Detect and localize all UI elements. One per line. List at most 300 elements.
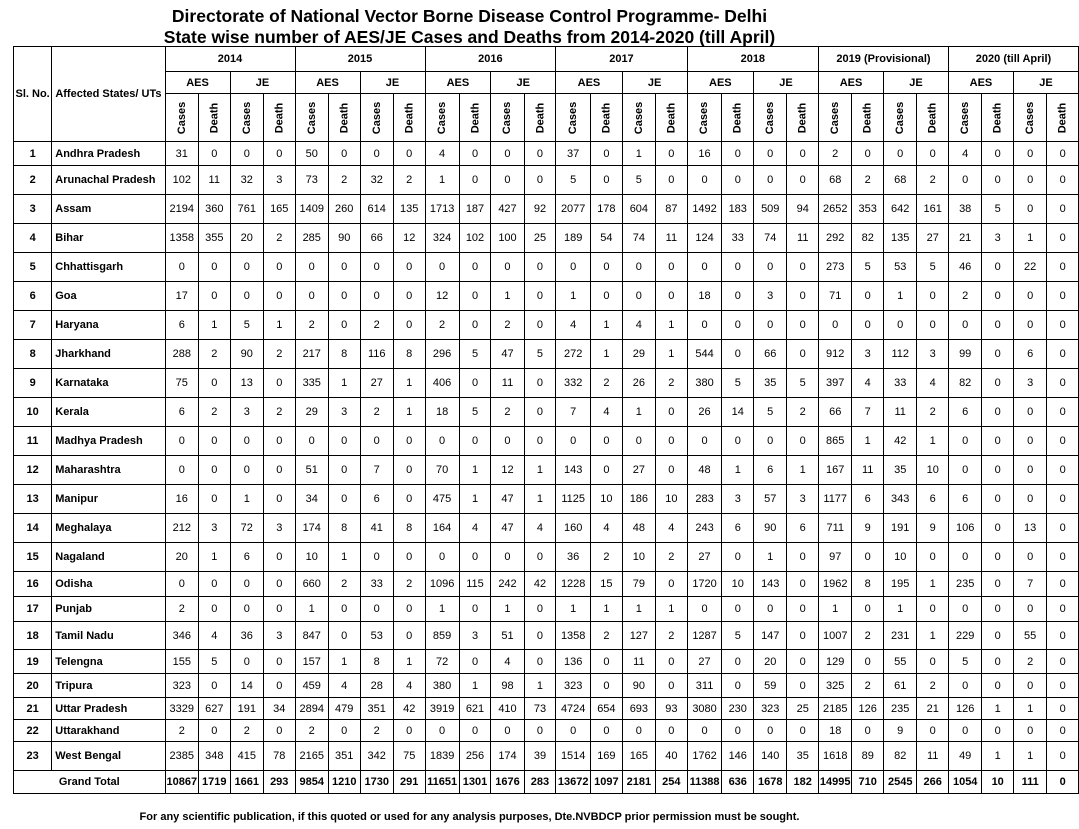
value-cell: 0 <box>1047 142 1079 166</box>
death-header <box>722 94 754 142</box>
value-cell: 2185 <box>819 698 852 720</box>
sl-no-cell: 22 <box>14 720 52 742</box>
sl-no-cell: 20 <box>14 674 52 698</box>
value-cell: 2 <box>263 398 295 427</box>
value-cell: 75 <box>165 369 198 398</box>
value-cell: 323 <box>165 674 198 698</box>
value-cell: 0 <box>1047 622 1079 650</box>
value-cell: 475 <box>425 485 459 514</box>
value-cell: 8 <box>328 340 360 369</box>
value-cell: 42 <box>524 572 556 597</box>
value-cell: 1 <box>491 597 524 622</box>
value-cell: 28 <box>360 674 393 698</box>
death-header-text: Death <box>1056 102 1069 133</box>
value-cell: 11 <box>656 224 688 253</box>
value-cell: 229 <box>948 622 981 650</box>
value-cell: 397 <box>819 369 852 398</box>
value-cell: 0 <box>852 142 884 166</box>
value-cell: 0 <box>1047 311 1079 340</box>
value-cell: 0 <box>393 311 425 340</box>
table-row <box>14 543 1079 572</box>
value-cell: 2 <box>198 398 230 427</box>
value-cell: 146 <box>722 742 754 771</box>
value-cell: 1 <box>622 398 655 427</box>
value-cell: 48 <box>622 514 655 543</box>
value-cell: 0 <box>1047 698 1079 720</box>
value-cell: 126 <box>948 698 981 720</box>
value-cell: 406 <box>425 369 459 398</box>
value-cell: 3 <box>459 622 491 650</box>
value-cell: 140 <box>754 742 787 771</box>
death-header-text: Death <box>208 102 221 133</box>
value-cell: 0 <box>425 427 459 456</box>
value-cell: 41 <box>360 514 393 543</box>
value-cell: 0 <box>591 650 623 674</box>
value-cell: 2652 <box>819 195 852 224</box>
cases-header-text: Cases <box>240 101 253 134</box>
value-cell: 5 <box>948 650 981 674</box>
value-cell: 4 <box>591 514 623 543</box>
value-cell: 72 <box>230 514 263 543</box>
value-cell: 1 <box>819 597 852 622</box>
total-value-cell: 1719 <box>198 771 230 794</box>
value-cell: 42 <box>884 427 917 456</box>
value-cell: 4 <box>524 514 556 543</box>
value-cell: 3919 <box>425 698 459 720</box>
value-cell: 693 <box>622 698 655 720</box>
value-cell: 5 <box>754 398 787 427</box>
value-cell: 7 <box>556 398 591 427</box>
sl-no-cell: 9 <box>14 369 52 398</box>
value-cell: 0 <box>787 720 819 742</box>
value-cell: 4 <box>198 622 230 650</box>
year-header: 2020 (till April) <box>948 47 1078 72</box>
value-cell: 195 <box>884 572 917 597</box>
value-cell: 161 <box>917 195 949 224</box>
value-cell: 0 <box>1013 485 1046 514</box>
value-cell: 50 <box>295 142 328 166</box>
value-cell: 0 <box>948 166 981 195</box>
value-cell: 0 <box>852 650 884 674</box>
value-cell: 0 <box>884 311 917 340</box>
death-header <box>787 94 819 142</box>
value-cell: 27 <box>622 456 655 485</box>
total-value-cell: 1301 <box>459 771 491 794</box>
value-cell: 292 <box>819 224 852 253</box>
table-row <box>14 282 1079 311</box>
death-header <box>263 94 295 142</box>
value-cell: 2 <box>787 398 819 427</box>
state-name-cell: Manipur <box>52 485 165 514</box>
value-cell: 1 <box>754 543 787 572</box>
value-cell: 68 <box>819 166 852 195</box>
value-cell: 66 <box>360 224 393 253</box>
value-cell: 0 <box>1047 514 1079 543</box>
death-header-text: Death <box>273 102 286 133</box>
value-cell: 2 <box>917 166 949 195</box>
value-cell: 0 <box>328 282 360 311</box>
value-cell: 127 <box>622 622 655 650</box>
value-cell: 3 <box>982 224 1014 253</box>
value-cell: 1 <box>393 650 425 674</box>
value-cell: 0 <box>1047 720 1079 742</box>
value-cell: 288 <box>165 340 198 369</box>
cases-header-text: Cases <box>567 101 580 134</box>
value-cell: 0 <box>263 456 295 485</box>
value-cell: 0 <box>295 253 328 282</box>
value-cell: 1 <box>328 543 360 572</box>
value-cell: 0 <box>263 597 295 622</box>
value-cell: 1713 <box>425 195 459 224</box>
table-row <box>14 514 1079 543</box>
sl-no-cell: 8 <box>14 340 52 369</box>
value-cell: 604 <box>622 195 655 224</box>
table-row <box>14 398 1079 427</box>
value-cell: 0 <box>491 166 524 195</box>
value-cell: 660 <box>295 572 328 597</box>
value-cell: 31 <box>165 142 198 166</box>
sl-no-cell: 11 <box>14 427 52 456</box>
table-row <box>14 742 1079 771</box>
value-cell: 0 <box>917 543 949 572</box>
value-cell: 0 <box>787 543 819 572</box>
value-cell: 0 <box>524 166 556 195</box>
value-cell: 27 <box>687 650 722 674</box>
value-cell: 6 <box>722 514 754 543</box>
total-value-cell: 1678 <box>754 771 787 794</box>
value-cell: 0 <box>459 282 491 311</box>
value-cell: 0 <box>393 622 425 650</box>
value-cell: 0 <box>524 427 556 456</box>
value-cell: 2 <box>852 166 884 195</box>
value-cell: 13 <box>1013 514 1046 543</box>
value-cell: 1 <box>425 166 459 195</box>
value-cell: 1 <box>556 597 591 622</box>
value-cell: 36 <box>230 622 263 650</box>
value-cell: 46 <box>948 253 981 282</box>
value-cell: 5 <box>982 195 1014 224</box>
value-cell: 66 <box>819 398 852 427</box>
title-line-2: State wise number of AES/JE Cases and Deaths from 2014-2020 (till April) <box>163 27 776 47</box>
value-cell: 0 <box>656 650 688 674</box>
value-cell: 0 <box>328 622 360 650</box>
value-cell: 39 <box>524 742 556 771</box>
death-header-text: Death <box>403 102 416 133</box>
value-cell: 40 <box>656 742 688 771</box>
death-header <box>591 94 623 142</box>
value-cell: 311 <box>687 674 722 698</box>
death-header <box>1047 94 1079 142</box>
table-row <box>14 572 1079 597</box>
cases-header-text: Cases <box>894 101 907 134</box>
sl-no-cell: 14 <box>14 514 52 543</box>
value-cell: 0 <box>982 514 1014 543</box>
value-cell: 0 <box>491 543 524 572</box>
value-cell: 2 <box>165 597 198 622</box>
value-cell: 0 <box>263 674 295 698</box>
value-cell: 0 <box>1047 572 1079 597</box>
value-cell: 1358 <box>165 224 198 253</box>
value-cell: 0 <box>328 597 360 622</box>
value-cell: 98 <box>491 674 524 698</box>
value-cell: 6 <box>360 485 393 514</box>
value-cell: 0 <box>1047 224 1079 253</box>
value-cell: 1 <box>459 456 491 485</box>
value-cell: 155 <box>165 650 198 674</box>
cases-header-text: Cases <box>501 101 514 134</box>
value-cell: 3 <box>917 340 949 369</box>
cases-header <box>754 94 787 142</box>
value-cell: 0 <box>687 166 722 195</box>
je-header: JE <box>360 72 425 94</box>
value-cell: 143 <box>556 456 591 485</box>
value-cell: 124 <box>687 224 722 253</box>
value-cell: 2 <box>263 224 295 253</box>
value-cell: 10 <box>591 485 623 514</box>
value-cell: 285 <box>295 224 328 253</box>
value-cell: 0 <box>982 282 1014 311</box>
value-cell: 324 <box>425 224 459 253</box>
total-value-cell: 293 <box>263 771 295 794</box>
value-cell: 5 <box>917 253 949 282</box>
value-cell: 479 <box>328 698 360 720</box>
value-cell: 3 <box>787 485 819 514</box>
value-cell: 0 <box>787 142 819 166</box>
grand-total-row <box>14 771 1079 794</box>
value-cell: 0 <box>263 369 295 398</box>
value-cell: 47 <box>491 340 524 369</box>
value-cell: 0 <box>591 282 623 311</box>
value-cell: 0 <box>656 142 688 166</box>
cases-header <box>687 94 722 142</box>
value-cell: 0 <box>263 650 295 674</box>
value-cell: 0 <box>948 720 981 742</box>
year-header: 2017 <box>556 47 687 72</box>
value-cell: 89 <box>852 742 884 771</box>
value-cell: 0 <box>328 720 360 742</box>
state-name-cell: Jharkhand <box>52 340 165 369</box>
value-cell: 167 <box>819 456 852 485</box>
value-cell: 7 <box>1013 572 1046 597</box>
value-cell: 912 <box>819 340 852 369</box>
value-cell: 0 <box>393 720 425 742</box>
value-cell: 2 <box>591 622 623 650</box>
value-cell: 0 <box>722 597 754 622</box>
total-value-cell: 283 <box>524 771 556 794</box>
value-cell: 360 <box>198 195 230 224</box>
value-cell: 1 <box>622 597 655 622</box>
value-cell: 1 <box>263 311 295 340</box>
value-cell: 0 <box>982 597 1014 622</box>
value-cell: 74 <box>754 224 787 253</box>
value-cell: 92 <box>524 195 556 224</box>
value-cell: 22 <box>1013 253 1046 282</box>
value-cell: 55 <box>884 650 917 674</box>
value-cell: 1 <box>230 485 263 514</box>
value-cell: 3 <box>263 166 295 195</box>
state-name-cell: Bihar <box>52 224 165 253</box>
value-cell: 4 <box>556 311 591 340</box>
value-cell: 2 <box>491 311 524 340</box>
value-cell: 143 <box>754 572 787 597</box>
value-cell: 0 <box>656 720 688 742</box>
value-cell: 0 <box>948 597 981 622</box>
value-cell: 0 <box>1013 720 1046 742</box>
value-cell: 0 <box>328 253 360 282</box>
value-cell: 0 <box>524 720 556 742</box>
value-cell: 2 <box>393 572 425 597</box>
value-cell: 129 <box>819 650 852 674</box>
value-cell: 8 <box>393 514 425 543</box>
value-cell: 116 <box>360 340 393 369</box>
value-cell: 27 <box>687 543 722 572</box>
cases-header <box>360 94 393 142</box>
total-value-cell: 1097 <box>591 771 623 794</box>
value-cell: 0 <box>687 427 722 456</box>
value-cell: 0 <box>656 572 688 597</box>
value-cell: 0 <box>165 456 198 485</box>
value-cell: 35 <box>884 456 917 485</box>
value-cell: 4 <box>459 514 491 543</box>
value-cell: 4 <box>591 398 623 427</box>
value-cell: 0 <box>1047 282 1079 311</box>
value-cell: 94 <box>787 195 819 224</box>
value-cell: 847 <box>295 622 328 650</box>
value-cell: 0 <box>787 622 819 650</box>
total-value-cell: 1730 <box>360 771 393 794</box>
value-cell: 0 <box>198 720 230 742</box>
value-cell: 0 <box>393 282 425 311</box>
table-row <box>14 166 1079 195</box>
value-cell: 126 <box>852 698 884 720</box>
value-cell: 33 <box>360 572 393 597</box>
value-cell: 18 <box>425 398 459 427</box>
value-cell: 0 <box>982 456 1014 485</box>
value-cell: 1 <box>328 369 360 398</box>
value-cell: 0 <box>295 427 328 456</box>
value-cell: 55 <box>1013 622 1046 650</box>
value-cell: 380 <box>425 674 459 698</box>
value-cell: 4 <box>491 650 524 674</box>
value-cell: 0 <box>852 597 884 622</box>
value-cell: 0 <box>524 622 556 650</box>
value-cell: 2 <box>656 543 688 572</box>
state-header: Affected States/ UTs <box>52 47 165 142</box>
value-cell: 0 <box>328 485 360 514</box>
value-cell: 325 <box>819 674 852 698</box>
value-cell: 0 <box>722 674 754 698</box>
table-row <box>14 597 1079 622</box>
value-cell: 0 <box>165 572 198 597</box>
value-cell: 0 <box>459 543 491 572</box>
value-cell: 0 <box>459 650 491 674</box>
value-cell: 0 <box>687 311 722 340</box>
value-cell: 5 <box>459 340 491 369</box>
total-value-cell: 9854 <box>295 771 328 794</box>
value-cell: 2 <box>852 674 884 698</box>
value-cell: 351 <box>328 742 360 771</box>
total-value-cell: 291 <box>393 771 425 794</box>
value-cell: 627 <box>198 698 230 720</box>
value-cell: 0 <box>917 282 949 311</box>
value-cell: 0 <box>787 572 819 597</box>
value-cell: 0 <box>1013 166 1046 195</box>
value-cell: 0 <box>524 597 556 622</box>
value-cell: 32 <box>360 166 393 195</box>
value-cell: 212 <box>165 514 198 543</box>
value-cell: 6 <box>948 398 981 427</box>
value-cell: 4 <box>425 142 459 166</box>
table-row <box>14 253 1079 282</box>
cases-header <box>165 94 198 142</box>
value-cell: 82 <box>948 369 981 398</box>
value-cell: 5 <box>556 166 591 195</box>
total-value-cell: 182 <box>787 771 819 794</box>
value-cell: 0 <box>917 597 949 622</box>
total-value-cell: 1661 <box>230 771 263 794</box>
value-cell: 0 <box>393 485 425 514</box>
value-cell: 332 <box>556 369 591 398</box>
value-cell: 0 <box>722 282 754 311</box>
value-cell: 0 <box>198 253 230 282</box>
value-cell: 0 <box>524 253 556 282</box>
value-cell: 3 <box>263 622 295 650</box>
sl-no-cell: 12 <box>14 456 52 485</box>
value-cell: 865 <box>819 427 852 456</box>
value-cell: 32 <box>230 166 263 195</box>
value-cell: 51 <box>491 622 524 650</box>
value-cell: 6 <box>165 398 198 427</box>
state-name-cell: Tripura <box>52 674 165 698</box>
value-cell: 0 <box>425 720 459 742</box>
death-header <box>328 94 360 142</box>
value-cell: 1 <box>656 597 688 622</box>
value-cell: 0 <box>622 282 655 311</box>
value-cell: 0 <box>948 456 981 485</box>
value-cell: 115 <box>459 572 491 597</box>
value-cell: 2 <box>263 340 295 369</box>
value-cell: 0 <box>1047 650 1079 674</box>
value-cell: 323 <box>556 674 591 698</box>
value-cell: 34 <box>295 485 328 514</box>
value-cell: 73 <box>524 698 556 720</box>
value-cell: 20 <box>230 224 263 253</box>
total-value-cell: 2181 <box>622 771 655 794</box>
value-cell: 1228 <box>556 572 591 597</box>
value-cell: 335 <box>295 369 328 398</box>
value-cell: 20 <box>165 543 198 572</box>
value-cell: 136 <box>556 650 591 674</box>
value-cell: 235 <box>884 698 917 720</box>
value-cell: 35 <box>754 369 787 398</box>
value-cell: 0 <box>656 166 688 195</box>
value-cell: 0 <box>491 253 524 282</box>
table-row <box>14 720 1079 742</box>
value-cell: 260 <box>328 195 360 224</box>
value-cell: 0 <box>722 427 754 456</box>
value-cell: 1 <box>884 597 917 622</box>
value-cell: 1720 <box>687 572 722 597</box>
value-cell: 0 <box>656 427 688 456</box>
value-cell: 0 <box>722 166 754 195</box>
value-cell: 0 <box>917 650 949 674</box>
value-cell: 0 <box>230 142 263 166</box>
value-cell: 283 <box>687 485 722 514</box>
cases-header <box>425 94 459 142</box>
value-cell: 36 <box>556 543 591 572</box>
value-cell: 3 <box>852 340 884 369</box>
value-cell: 0 <box>917 142 949 166</box>
